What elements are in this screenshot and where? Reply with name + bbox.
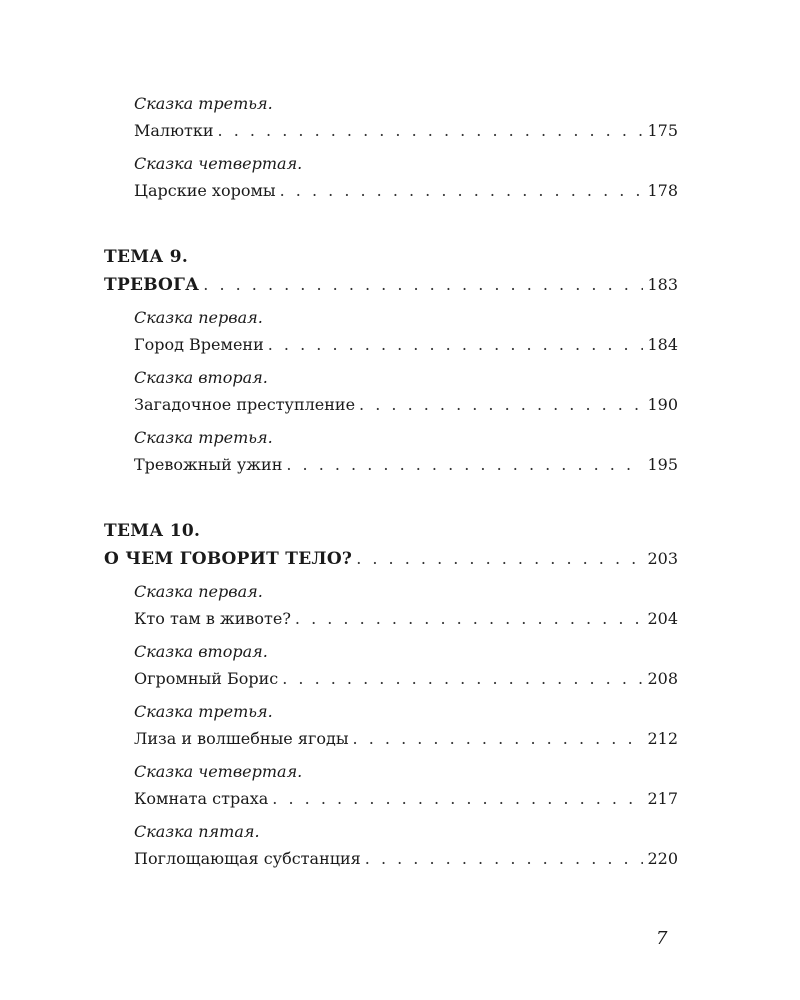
toc-entry bbox=[134, 304, 678, 358]
theme-page-number: 203 bbox=[647, 549, 678, 568]
toc-entry bbox=[134, 818, 678, 872]
toc-entry bbox=[134, 150, 678, 204]
story-label: Сказка первая. bbox=[134, 308, 263, 327]
story-line[interactable] bbox=[134, 665, 678, 692]
story-title: Загадочное преступление bbox=[134, 395, 356, 414]
story-page-number: 217 bbox=[647, 789, 678, 808]
story-title: Царские хоромы bbox=[134, 181, 276, 200]
story-label: Сказка третья. bbox=[134, 702, 273, 721]
theme-line[interactable] bbox=[104, 545, 678, 573]
story-page-number: 184 bbox=[647, 335, 678, 354]
toc-entry bbox=[134, 364, 678, 418]
dot-leader bbox=[272, 785, 643, 812]
story-title: Комната страха bbox=[134, 789, 269, 808]
story-title: Поглощающая субстанция bbox=[134, 849, 361, 868]
story-line[interactable] bbox=[134, 331, 678, 358]
theme-line[interactable] bbox=[104, 271, 678, 299]
page-number: 7 bbox=[656, 928, 668, 949]
dot-leader bbox=[356, 545, 643, 572]
theme-title: ТРЕВОГА bbox=[104, 275, 200, 295]
dot-leader bbox=[353, 725, 644, 752]
story-line[interactable] bbox=[134, 845, 678, 872]
theme-section bbox=[104, 244, 678, 478]
story-label: Сказка третья. bbox=[134, 94, 273, 113]
theme-section bbox=[104, 518, 678, 872]
story-line[interactable] bbox=[134, 605, 678, 632]
dot-leader bbox=[280, 177, 644, 204]
dot-leader bbox=[218, 117, 644, 144]
dot-leader bbox=[268, 331, 644, 358]
toc-entry bbox=[134, 698, 678, 752]
story-line[interactable] bbox=[134, 785, 678, 812]
story-label: Сказка третья. bbox=[134, 428, 273, 447]
story-title: Кто там в животе? bbox=[134, 609, 291, 628]
story-label: Сказка вторая. bbox=[134, 368, 268, 387]
dot-leader bbox=[282, 665, 643, 692]
toc-entry bbox=[134, 578, 678, 632]
story-line[interactable] bbox=[134, 391, 678, 418]
toc-entry bbox=[134, 758, 678, 812]
theme-page-number: 183 bbox=[647, 275, 678, 294]
story-page-number: 178 bbox=[647, 181, 678, 200]
dot-leader bbox=[286, 451, 643, 478]
story-title: Малютки bbox=[134, 121, 214, 140]
story-line[interactable] bbox=[134, 177, 678, 204]
story-line[interactable] bbox=[134, 451, 678, 478]
story-label: Сказка четвертая. bbox=[134, 154, 303, 173]
story-page-number: 190 bbox=[647, 395, 678, 414]
story-label: Сказка вторая. bbox=[134, 642, 268, 661]
story-title: Город Времени bbox=[134, 335, 264, 354]
dot-leader bbox=[359, 391, 643, 418]
story-line[interactable] bbox=[134, 725, 678, 752]
dot-leader bbox=[365, 845, 644, 872]
story-page-number: 195 bbox=[647, 455, 678, 474]
story-page-number: 208 bbox=[647, 669, 678, 688]
dot-leader bbox=[295, 605, 644, 632]
story-page-number: 175 bbox=[647, 121, 678, 140]
story-label: Сказка пятая. bbox=[134, 822, 260, 841]
dot-leader bbox=[203, 271, 643, 298]
theme-title: О ЧЕМ ГОВОРИТ ТЕЛО? bbox=[104, 549, 353, 569]
theme-number: ТЕМА 10. bbox=[104, 521, 201, 541]
story-title: Огромный Борис bbox=[134, 669, 279, 688]
story-page-number: 220 bbox=[647, 849, 678, 868]
story-label: Сказка первая. bbox=[134, 582, 263, 601]
toc-entry bbox=[134, 638, 678, 692]
story-section bbox=[104, 90, 678, 204]
story-line[interactable] bbox=[134, 117, 678, 144]
table-of-contents bbox=[104, 90, 678, 872]
theme-number: ТЕМА 9. bbox=[104, 247, 189, 267]
story-title: Тревожный ужин bbox=[134, 455, 283, 474]
story-page-number: 212 bbox=[647, 729, 678, 748]
story-page-number: 204 bbox=[647, 609, 678, 628]
story-title: Лиза и волшебные ягоды bbox=[134, 729, 349, 748]
toc-entry bbox=[134, 90, 678, 144]
toc-entry bbox=[134, 424, 678, 478]
story-label: Сказка четвертая. bbox=[134, 762, 303, 781]
